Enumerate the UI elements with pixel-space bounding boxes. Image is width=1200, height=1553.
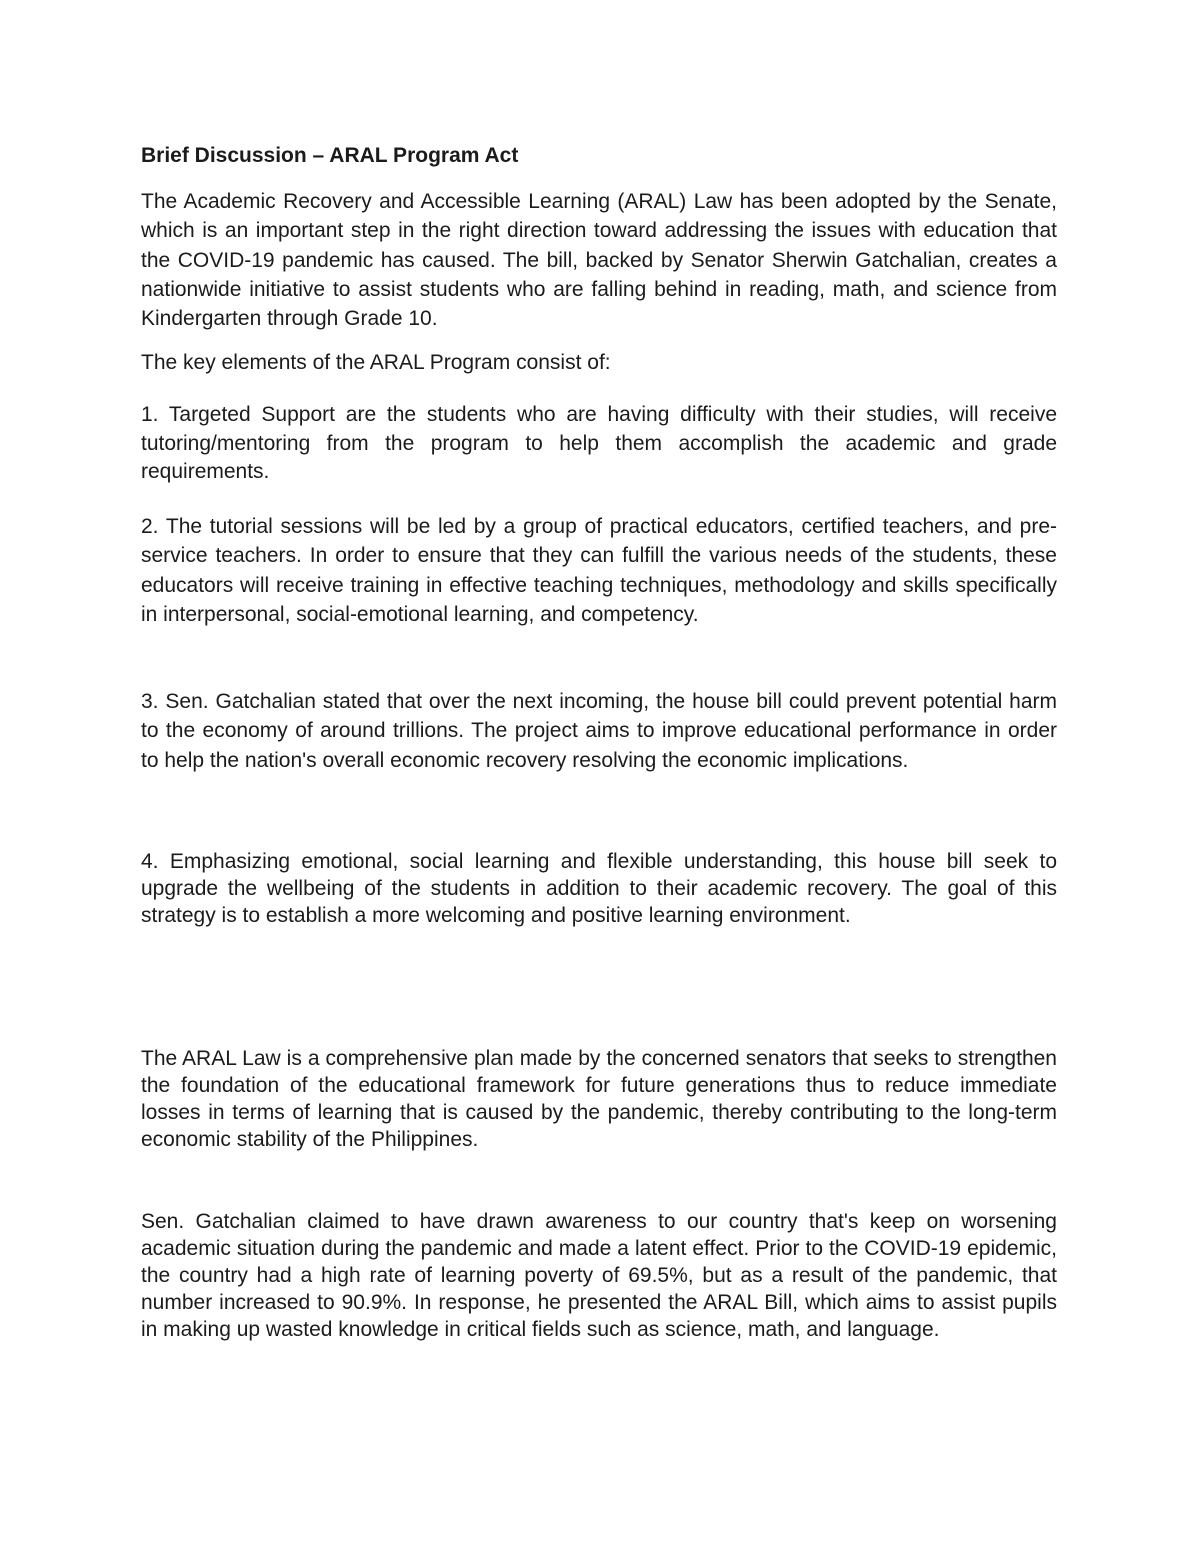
paragraph-element-4: 4. Emphasizing emotional, social learning and flexible understanding, this house bill seek to upgrade the wellbeing of the students in addition to their academic recovery. The goal of this strategy is to establish a more welcoming and positive learning environment. <box>141 850 1057 927</box>
document-title: Brief Discussion – ARAL Program Act <box>141 144 519 167</box>
paragraph-element-1: 1. Targeted Support are the students who are having difficulty with their studies, will receive tutoring/mentoring from the program to help them accomplish the academic and grade requirements. <box>141 403 1057 483</box>
paragraph-element-2: 2. The tutorial sessions will be led by a group of practical educators, certified teachers, and pre-service teachers. In order to ensure that they can fulfill the various needs of the students, these educators will receive training in effective teaching techniques, methodology and skills specifically in interpersonal, social-emotional learning, and competency. <box>141 515 1057 626</box>
paragraph-conclusion: The ARAL Law is a comprehensive plan made by the concerned senators that seeks to strengthen the foundation of the educational framework for future generations thus to reduce immediate losses in terms of learning that is caused by the pandemic, thereby contributing to the long-term economic stability of the Philippines. <box>141 1047 1057 1151</box>
paragraph-element-3: 3. Sen. Gatchalian stated that over the next incoming, the house bill could prevent potential harm to the economy of around trillions. The project aims to improve educational performance in order to help the nation's overall economic recovery resolving the economic implications. <box>141 690 1057 772</box>
paragraph-gatchalian: Sen. Gatchalian claimed to have drawn awareness to our country that's keep on worsening academic situation during the pandemic and made a latent effect. Prior to the COVID-19 epidemic, the country had a high rate of learning poverty of 69.5%, but as a result of the pandemic, that number increased to 90.9%. In response, he presented the ARAL Bill, which aims to assist pupils in making up wasted knowledge in critical fields such as science, math, and language. <box>141 1210 1057 1341</box>
paragraph-key-elements-heading: The key elements of the ARAL Program consist of: <box>141 351 611 374</box>
paragraph-intro: The Academic Recovery and Accessible Learning (ARAL) Law has been adopted by the Senate, which is an important step in the right direction toward addressing the issues with education that the COVID-19 pandemic has caused. The bill, backed by Senator Sherwin Gatchalian, creates a nationwide initiative to assist students who are falling behind in reading, math, and science from Kindergarten through Grade 10. <box>141 190 1057 331</box>
